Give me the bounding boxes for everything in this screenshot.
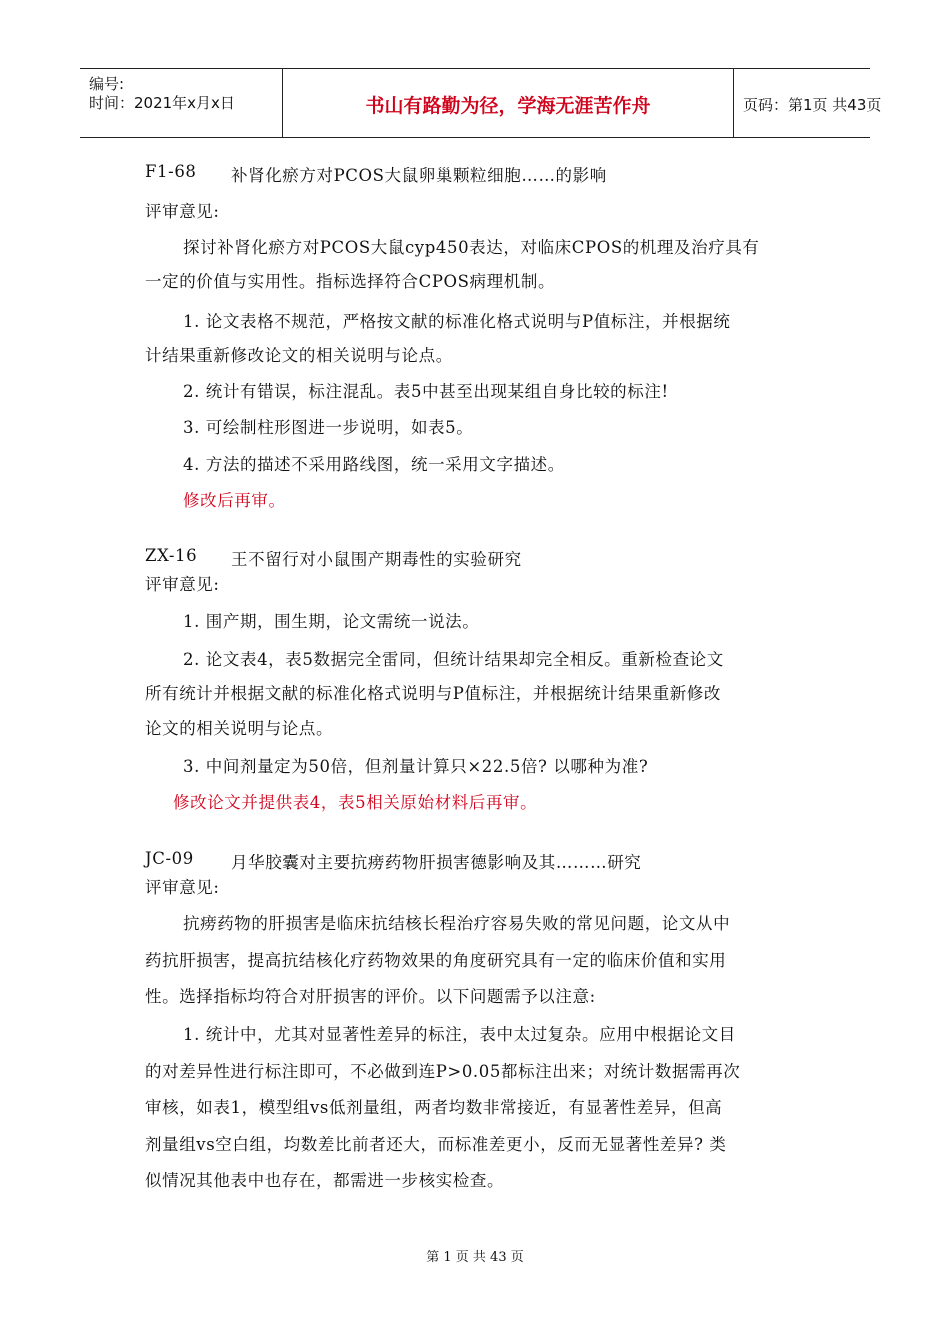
section-2-code: ZX-16 bbox=[145, 546, 198, 565]
section-1-title: 补肾化瘀方对PCOS大鼠卵巢颗粒细胞……的影响 bbox=[231, 166, 607, 185]
section-3-line: 审核，如表1，模型组vs低剂量组，两者均数非常接近，有显著性差异，但高 bbox=[145, 1098, 723, 1117]
section-3-line: 似情况其他表中也存在，都需进一步核实检查。 bbox=[145, 1171, 505, 1190]
section-1-line: 计结果重新修改论文的相关说明与论点。 bbox=[145, 346, 453, 365]
motto-text: 书山有路勤为径，学海无涯苦作舟 bbox=[365, 95, 651, 117]
page-label: 页码：第1页 共43页 bbox=[743, 96, 882, 114]
header-left-cell bbox=[80, 69, 282, 137]
page-footer: 第 1 页 共 43 页 bbox=[426, 1250, 524, 1265]
section-1-line: 3. 可绘制柱形图进一步说明，如表5。 bbox=[183, 418, 474, 437]
header-page-cell bbox=[733, 69, 882, 137]
section-1-line: 4. 方法的描述不采用路线图，统一采用文字描述。 bbox=[183, 455, 565, 474]
section-2-conclusion: 修改论文并提供表4，表5相关原始材料后再审。 bbox=[173, 793, 538, 812]
section-1-line: 探讨补肾化瘀方对PCOS大鼠cyp450表达，对临床CPOS的机理及治疗具有 bbox=[183, 238, 760, 257]
section-1-line: 一定的价值与实用性。指标选择符合CPOS病理机制。 bbox=[145, 272, 556, 291]
section-3-line: 药抗肝损害，提高抗结核化疗药物效果的角度研究具有一定的临床价值和实用 bbox=[145, 951, 727, 970]
section-2-line: 所有统计并根据文献的标准化格式说明与P值标注，并根据统计结果重新修改 bbox=[145, 684, 722, 703]
section-2-line: 2. 论文表4，表5数据完全雷同，但统计结果却完全相反。重新检查论文 bbox=[183, 650, 724, 669]
section-3-line: 性。选择指标均符合对肝损害的评价。以下问题需予以注意: bbox=[145, 987, 596, 1006]
section-1-line: 2. 统计有错误，标注混乱。表5中甚至出现某组自身比较的标注! bbox=[183, 382, 669, 401]
section-2-line: 1. 围产期，围生期，论文需统一说法。 bbox=[183, 612, 480, 631]
header-motto-cell bbox=[282, 69, 734, 137]
section-3-line: 的对差异性进行标注即可，不必做到连P>0.05都标注出来；对统计数据需再次 bbox=[145, 1062, 741, 1081]
section-3-title: 月华胶囊对主要抗痨药物肝损害德影响及其………研究 bbox=[231, 853, 642, 872]
section-3-line: 剂量组vs空白组，均数差比前者还大，而标准差更小，反而无显著性差异? 类 bbox=[145, 1135, 727, 1154]
number-label: 编号: bbox=[89, 75, 125, 93]
header-table bbox=[80, 68, 882, 138]
section-2-line: 论文的相关说明与论点。 bbox=[145, 719, 334, 738]
section-2-line: 3. 中间剂量定为50倍，但剂量计算只×22.5倍? 以哪种为准? bbox=[183, 757, 649, 776]
section-1-code: F1-68 bbox=[145, 162, 197, 181]
section-1-review-label: 评审意见: bbox=[145, 202, 220, 221]
section-3-review-label: 评审意见: bbox=[145, 878, 220, 897]
section-2-review-label: 评审意见: bbox=[145, 575, 220, 594]
time-label: 时间：2021年x月x日 bbox=[89, 94, 235, 112]
section-1-conclusion: 修改后再审。 bbox=[183, 491, 286, 510]
section-3-line: 抗痨药物的肝损害是临床抗结核长程治疗容易失败的常见问题，论文从中 bbox=[183, 914, 731, 933]
section-1-line: 1. 论文表格不规范，严格按文献的标准化格式说明与P值标注，并根据统 bbox=[183, 312, 731, 331]
section-3-code: JC-09 bbox=[145, 849, 194, 868]
section-2-title: 王不留行对小鼠围产期毒性的实验研究 bbox=[231, 550, 522, 569]
section-3-line: 1. 统计中，尤其对显著性差异的标注，表中太过复杂。应用中根据论文目 bbox=[183, 1025, 736, 1044]
